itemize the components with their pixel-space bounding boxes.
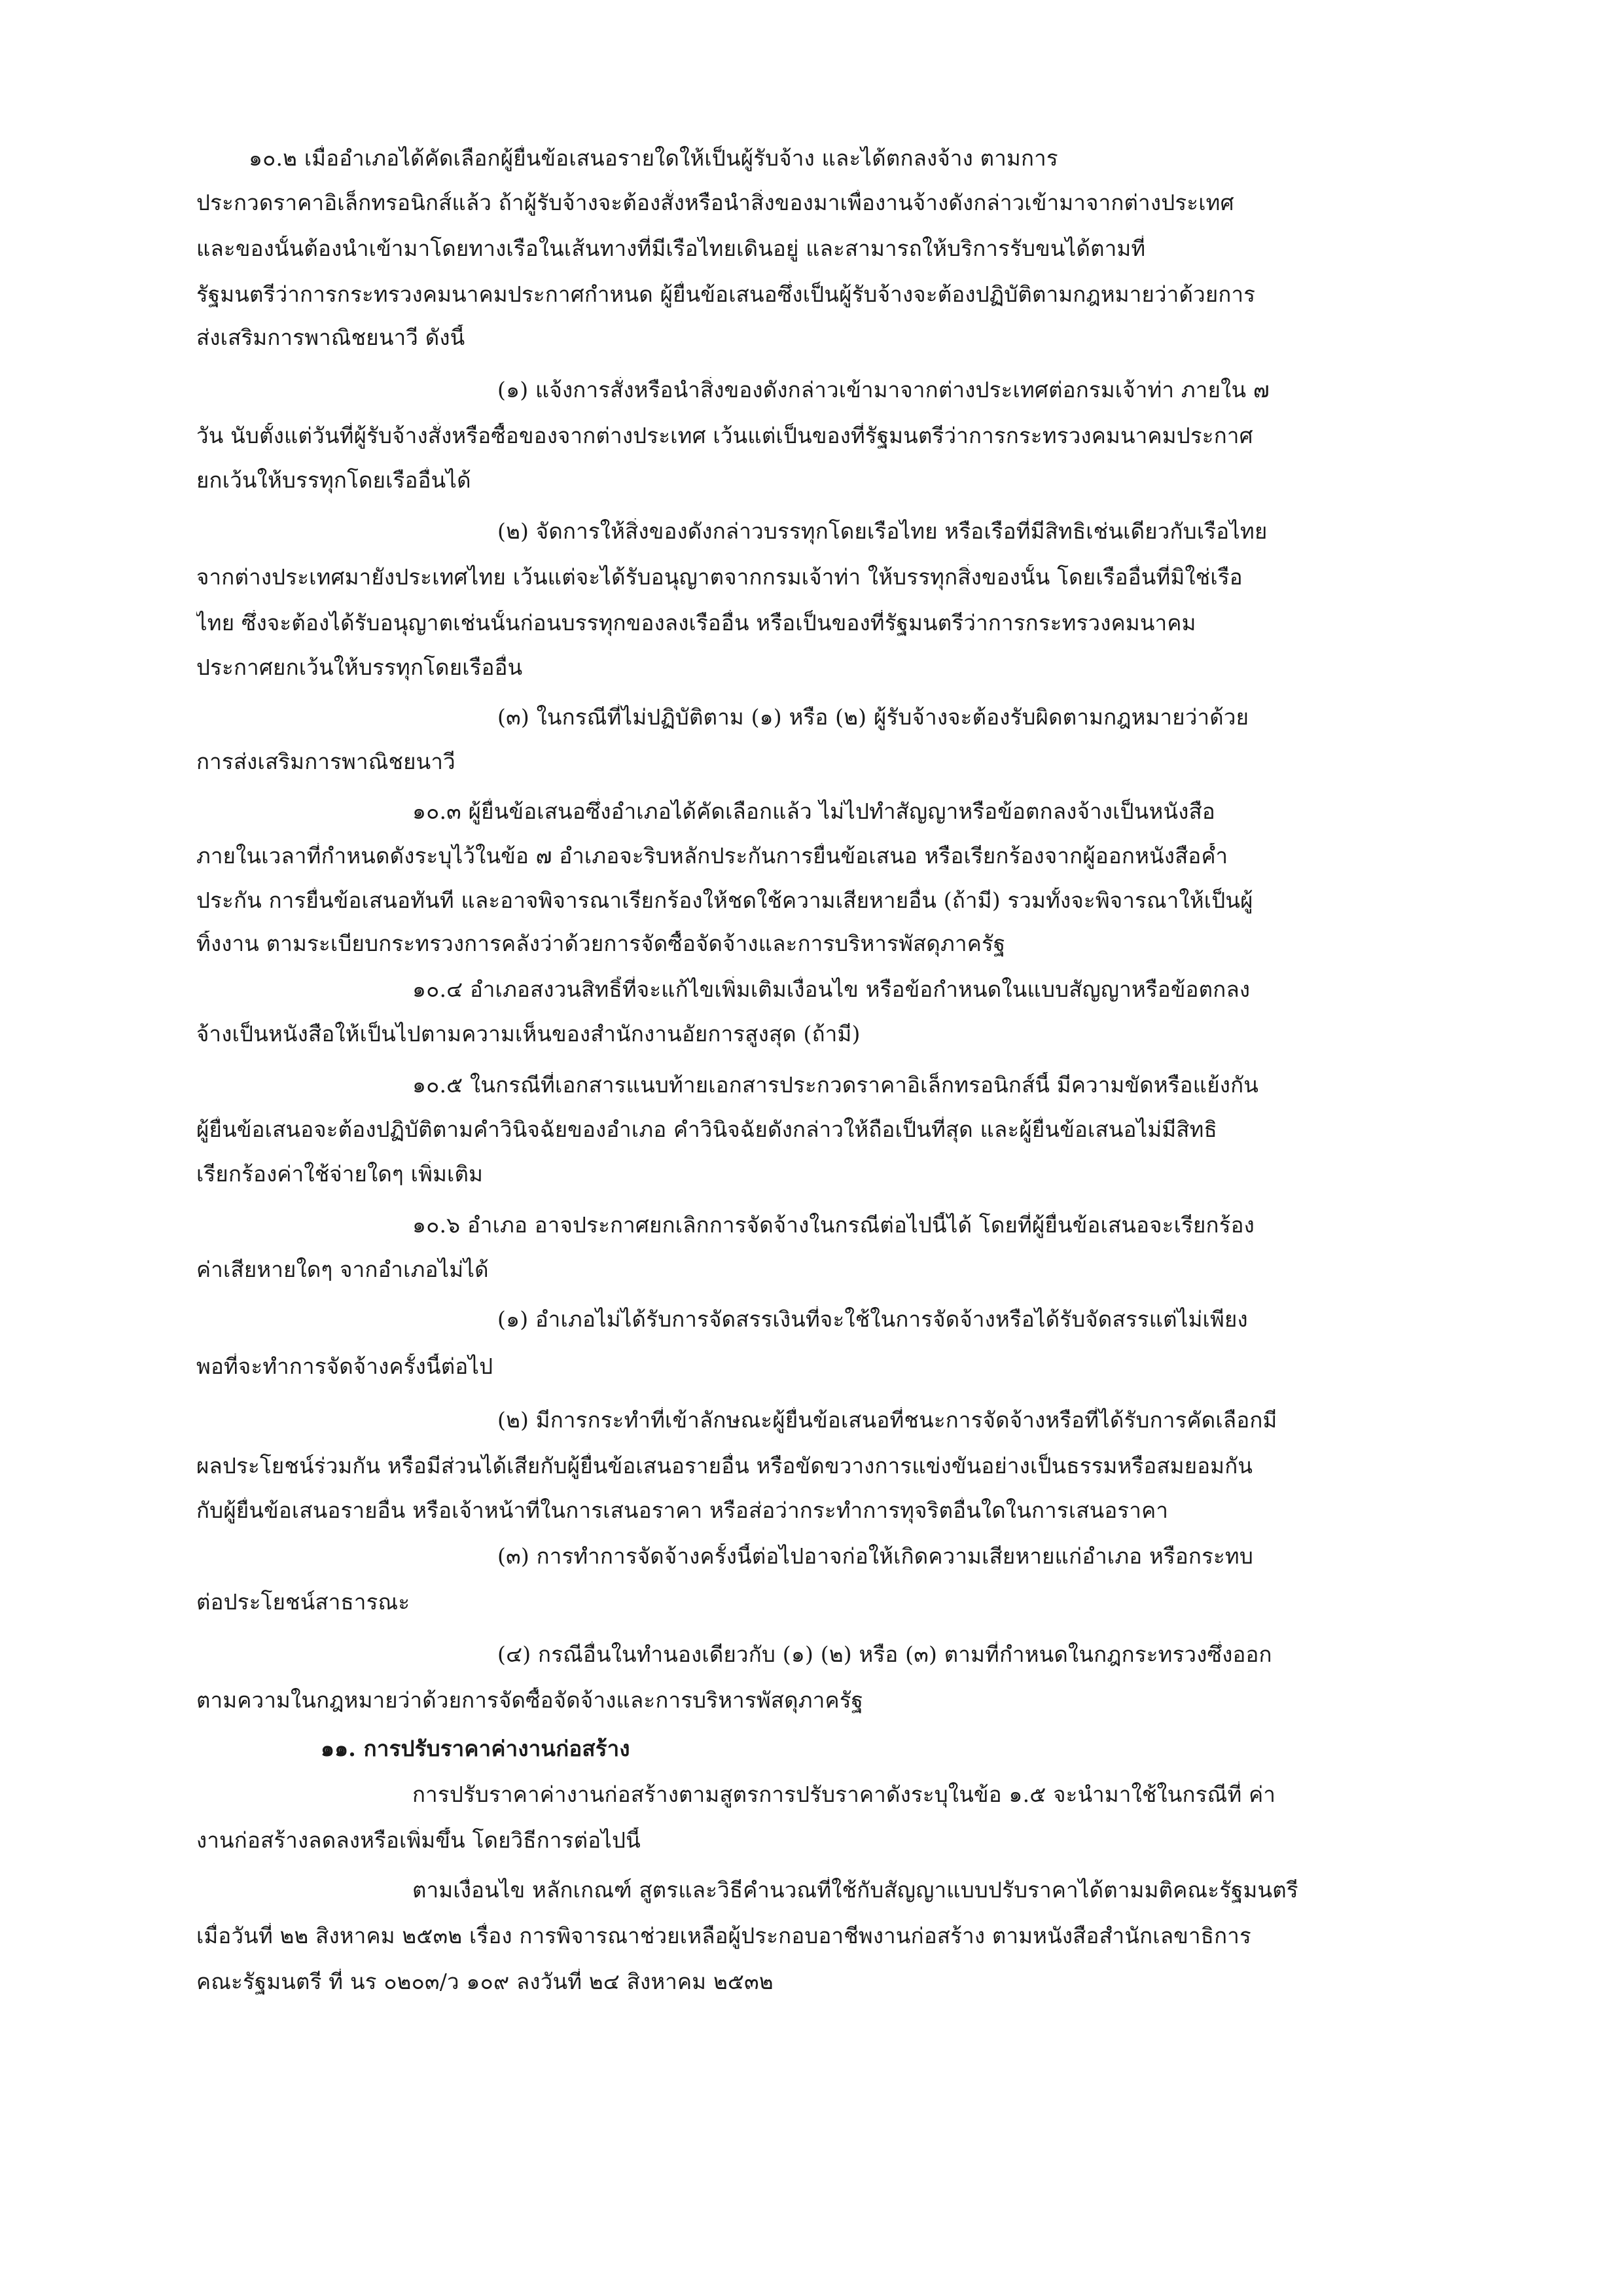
text-line: ผลประโยชน์ร่วมกัน หรือมีส่วนได้เสียกับผู้ยื่นข้อเสนอรายอื่น หรือขัดขวางการแข่งขันอย่างเป็นธรรมหรือสมยอมกัน xyxy=(196,1453,1253,1479)
text-line: ภายในเวลาที่กำหนดดังระบุไว้ในข้อ ๗ อำเภอจะริบหลักประกันการยื่นข้อเสนอ หรือเรียกร้องจากผู้ออกหนังสือค้ำ xyxy=(196,843,1228,869)
text-line: ผู้ยื่นข้อเสนอจะต้องปฏิบัติตามคำวินิจฉัยของอำเภอ คำวินิจฉัยดังกล่าวให้ถือเป็นที่สุด และผู้ยื่นข้อเสนอไม่มีสิทธิ xyxy=(196,1117,1217,1142)
text-line: ไทย ซึ่งจะต้องได้รับอนุญาตเช่นนั้นก่อนบรรทุกของลงเรืออื่น หรือเป็นของที่รัฐมนตรีว่าการกระทรวงคมนาคม xyxy=(196,610,1196,636)
text-line: (๓) การทำการจัดจ้างครั้งนี้ต่อไปอาจก่อให้เกิดความเสียหายแก่อำเภอ หรือกระทบ xyxy=(497,1543,1254,1569)
text-line: คณะรัฐมนตรี ที่ นร ๐๒๐๓/ว ๑๐๙ ลงวันที่ ๒๔ สิงหาคม ๒๕๓๒ xyxy=(196,1969,774,1994)
text-line: ค่าเสียหายใดๆ จากอำเภอไม่ได้ xyxy=(196,1257,489,1282)
text-line: ๑๐.๒ เมื่ออำเภอได้คัดเลือกผู้ยื่นข้อเสนอรายใดให้เป็นผู้รับจ้าง และได้ตกลงจ้าง ตามการ xyxy=(249,145,1058,171)
text-line: ตามความในกฎหมายว่าด้วยการจัดซื้อจัดจ้างและการบริหารพัสดุภาครัฐ xyxy=(196,1687,864,1713)
text-line: กับผู้ยื่นข้อเสนอรายอื่น หรือเจ้าหน้าที่ในการเสนอราคา หรือส่อว่ากระทำการทุจริตอื่นใดในการเสนอราคา xyxy=(196,1498,1169,1523)
text-line: ตามเงื่อนไข หลักเกณฑ์ สูตรและวิธีคำนวณที่ใช้กับสัญญาแบบปรับราคาได้ตามมติคณะรัฐมนตรี xyxy=(412,1877,1298,1903)
text-line: ต่อประโยชน์สาธารณะ xyxy=(196,1589,410,1615)
text-line: ยกเว้นให้บรรทุกโดยเรืออื่นได้ xyxy=(196,467,471,493)
text-line: พอที่จะทำการจัดจ้างครั้งนี้ต่อไป xyxy=(196,1354,493,1379)
section-heading: ๑๑. การปรับราคาค่างานก่อสร้าง xyxy=(321,1736,630,1761)
text-line: จ้างเป็นหนังสือให้เป็นไปตามความเห็นของสำนักงานอัยการสูงสุด (ถ้ามี) xyxy=(196,1021,861,1047)
text-line: การปรับราคาค่างานก่อสร้างตามสูตรการปรับราคาดังระบุในข้อ ๑.๕ จะนำมาใช้ในกรณีที่ ค่า xyxy=(412,1782,1276,1807)
text-line: (๑) แจ้งการสั่งหรือนำสิ่งของดังกล่าวเข้ามาจากต่างประเทศต่อกรมเจ้าท่า ภายใน ๗ xyxy=(497,377,1270,403)
text-line: วัน นับตั้งแต่วันที่ผู้รับจ้างสั่งหรือซื้อของจากต่างประเทศ เว้นแต่เป็นของที่รัฐมนตรีว่าการกระทรวงคมนาคมประกาศ xyxy=(196,423,1253,448)
text-line: ๑๐.๓ ผู้ยื่นข้อเสนอซึ่งอำเภอได้คัดเลือกแล้ว ไม่ไปทำสัญญาหรือข้อตกลงจ้างเป็นหนังสือ xyxy=(412,798,1215,824)
text-line: ทิ้งงาน ตามระเบียบกระทรวงการคลังว่าด้วยการจัดซื้อจัดจ้างและการบริหารพัสดุภาครัฐ xyxy=(196,931,1006,956)
text-line: ๑๐.๔ อำเภอสงวนสิทธิ์ที่จะแก้ไขเพิ่มเติมเงื่อนไข หรือข้อกำหนดในแบบสัญญาหรือข้อตกลง xyxy=(412,977,1251,1002)
text-line: จากต่างประเทศมายังประเทศไทย เว้นแต่จะได้รับอนุญาตจากกรมเจ้าท่า ให้บรรทุกสิ่งของนั้น โดยเรืออื่นที่มิใช่เรือ xyxy=(196,564,1243,590)
text-line: (๒) มีการกระทำที่เข้าลักษณะผู้ยื่นข้อเสนอที่ชนะการจัดจ้างหรือที่ได้รับการคัดเลือกมี xyxy=(497,1407,1277,1433)
text-line: (๒) จัดการให้สิ่งของดังกล่าวบรรทุกโดยเรือไทย หรือเรือที่มีสิทธิเช่นเดียวกับเรือไทย xyxy=(497,518,1268,544)
text-line: (๔) กรณีอื่นในทำนองเดียวกับ (๑) (๒) หรือ (๓) ตามที่กำหนดในกฎกระทรวงซึ่งออก xyxy=(497,1641,1272,1667)
text-line: รัฐมนตรีว่าการกระทรวงคมนาคมประกาศกำหนด ผู้ยื่นข้อเสนอซึ่งเป็นผู้รับจ้างจะต้องปฏิบัติตามกฎหมายว่าด้วยการ xyxy=(196,281,1256,307)
text-line: ประกาศยกเว้นให้บรรทุกโดยเรืออื่น xyxy=(196,655,523,680)
text-line: ๑๐.๖ อำเภอ อาจประกาศยกเลิกการจัดจ้างในกรณีต่อไปนี้ได้ โดยที่ผู้ยื่นข้อเสนอจะเรียกร้อง xyxy=(412,1212,1255,1238)
text-line: ประกวดราคาอิเล็กทรอนิกส์แล้ว ถ้าผู้รับจ้างจะต้องสั่งหรือนำสิ่งของมาเพื่องานจ้างดังกล่าวเข้ามาจากต่างประเทศ xyxy=(196,190,1234,215)
text-line: ๑๐.๕ ในกรณีที่เอกสารแนบท้ายเอกสารประกวดราคาอิเล็กทรอนิกส์นี้ มีความขัดหรือแย้งกัน xyxy=(412,1072,1259,1098)
text-line: (๓) ในกรณีที่ไม่ปฏิบัติตาม (๑) หรือ (๒) ผู้รับจ้างจะต้องรับผิดตามกฎหมายว่าด้วย xyxy=(497,704,1249,730)
text-line: (๑) อำเภอไม่ได้รับการจัดสรรเงินที่จะใช้ในการจัดจ้างหรือได้รับจัดสรรแต่ไม่เพียง xyxy=(497,1306,1248,1332)
text-line: เมื่อวันที่ ๒๒ สิงหาคม ๒๕๓๒ เรื่อง การพิจารณาช่วยเหลือผู้ประกอบอาชีพงานก่อสร้าง ตามหนังสือสำนักเลขาธิการ xyxy=(196,1923,1251,1948)
text-line: เรียกร้องค่าใช้จ่ายใดๆ เพิ่มเติม xyxy=(196,1161,484,1187)
text-line: ส่งเสริมการพาณิชยนาวี ดังนี้ xyxy=(196,325,465,350)
text-line: งานก่อสร้างลดลงหรือเพิ่มขึ้น โดยวิธีการต่อไปนี้ xyxy=(196,1827,641,1853)
text-line: การส่งเสริมการพาณิชยนาวี xyxy=(196,749,455,774)
text-line: ประกัน การยื่นข้อเสนอทันที และอาจพิจารณาเรียกร้องให้ชดใช้ความเสียหายอื่น (ถ้ามี) รวมทั้งจะพิจารณาให้เป็นผู้ xyxy=(196,888,1253,913)
text-line: และของนั้นต้องนำเข้ามาโดยทางเรือในเส้นทางที่มีเรือไทยเดินอยู่ และสามารถให้บริการรับขนได้ตามที่ xyxy=(196,236,1146,261)
